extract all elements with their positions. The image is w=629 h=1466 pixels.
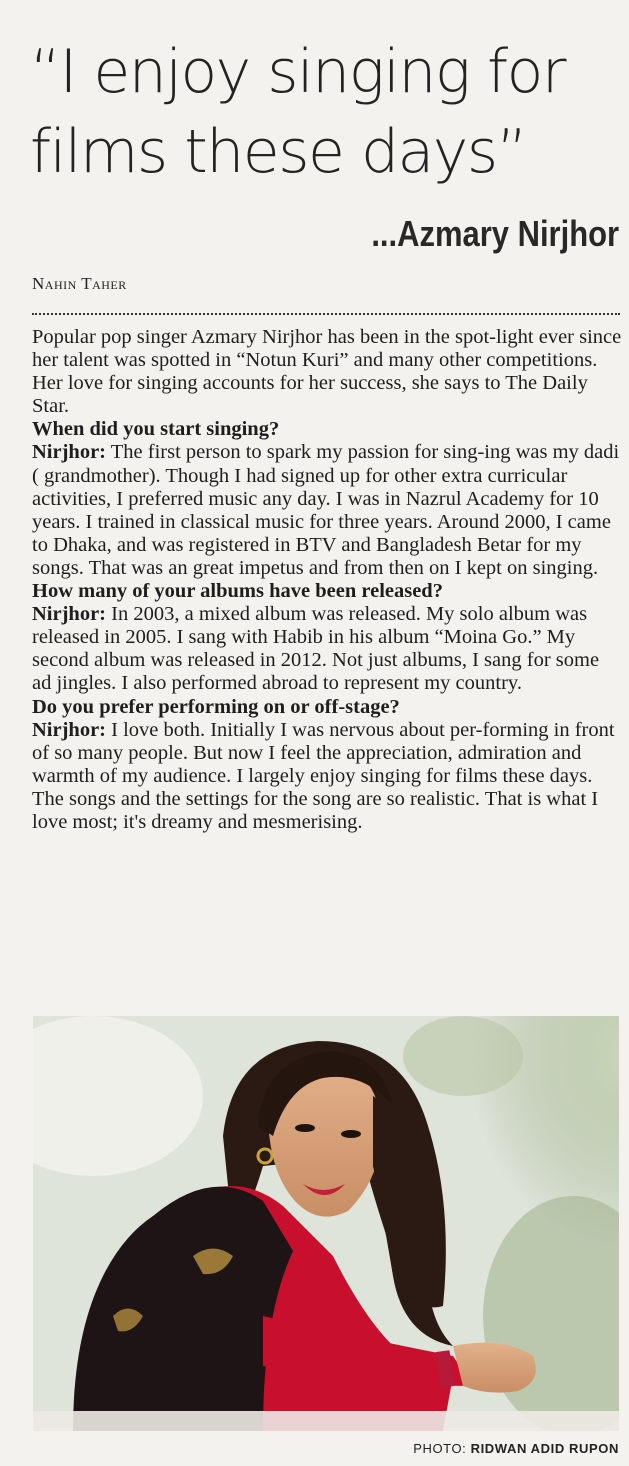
headline-line-2: films these days” bbox=[30, 117, 527, 187]
article-body bbox=[32, 326, 622, 834]
singer-photo bbox=[33, 1016, 619, 1431]
dotted-divider bbox=[32, 313, 620, 315]
answer-2 bbox=[32, 603, 622, 695]
intro-paragraph: Popular pop singer Azmary Nirjhor has been in the spot-light ever since her talent was spotted in “Notun Kuri” and many other competitions. Her love for singing accounts for her success, she says to The Daily Star. bbox=[32, 326, 622, 418]
photo-credit: RIDWAN ADID RUPON bbox=[470, 1441, 619, 1456]
caption-label: PHOTO: bbox=[413, 1441, 467, 1456]
photo-caption bbox=[413, 1441, 619, 1456]
speaker-label: Nirjhor: bbox=[32, 718, 107, 741]
speaker-label: Nirjhor: bbox=[32, 441, 107, 464]
answer-text: The first person to spark my passion for sing-ing was my dadi ( grandmother). Though I had signed up for other extra curricular activities, I preferred music any day. I was in Nazrul Academy for 10 years. I trained in classical music for three years. Around 2000, I came to Dhaka, and was registered in BTV and Bangladesh Betar for my songs. That was an great impetus and from then on I kept on singing. bbox=[32, 441, 620, 579]
author-byline: Nahin Taher bbox=[32, 274, 127, 293]
question-3: Do you prefer performing on or off-stage? bbox=[32, 695, 400, 718]
portrait-illustration bbox=[33, 1016, 619, 1431]
question-2: How many of your albums have been released? bbox=[32, 580, 443, 603]
interviewee-name: ...Azmary Nirjhor bbox=[371, 213, 619, 254]
headline bbox=[30, 32, 620, 192]
answer-3 bbox=[32, 719, 622, 834]
answer-1 bbox=[32, 441, 622, 580]
answer-text: In 2003, a mixed album was released. My solo album was released in 2005. I sang with Habib in his album “Moina Go.” My second album was released in 2012. Not just albums, I sang for some ad jingles. I also performed abroad to represent my country. bbox=[32, 603, 600, 695]
speaker-label: Nirjhor: bbox=[32, 603, 107, 626]
answer-text: I love both. Initially I was nervous about per-forming in front of so many people. But now I feel the appreciation, admiration and warmth of my audience. I largely enjoy singing for films these days. The songs and the settings for the song are so realistic. That is what I love most; it's dreamy and mesmerising. bbox=[32, 718, 615, 833]
headline-line-1: “I enjoy singing for bbox=[30, 37, 565, 107]
question-1: When did you start singing? bbox=[32, 418, 280, 441]
